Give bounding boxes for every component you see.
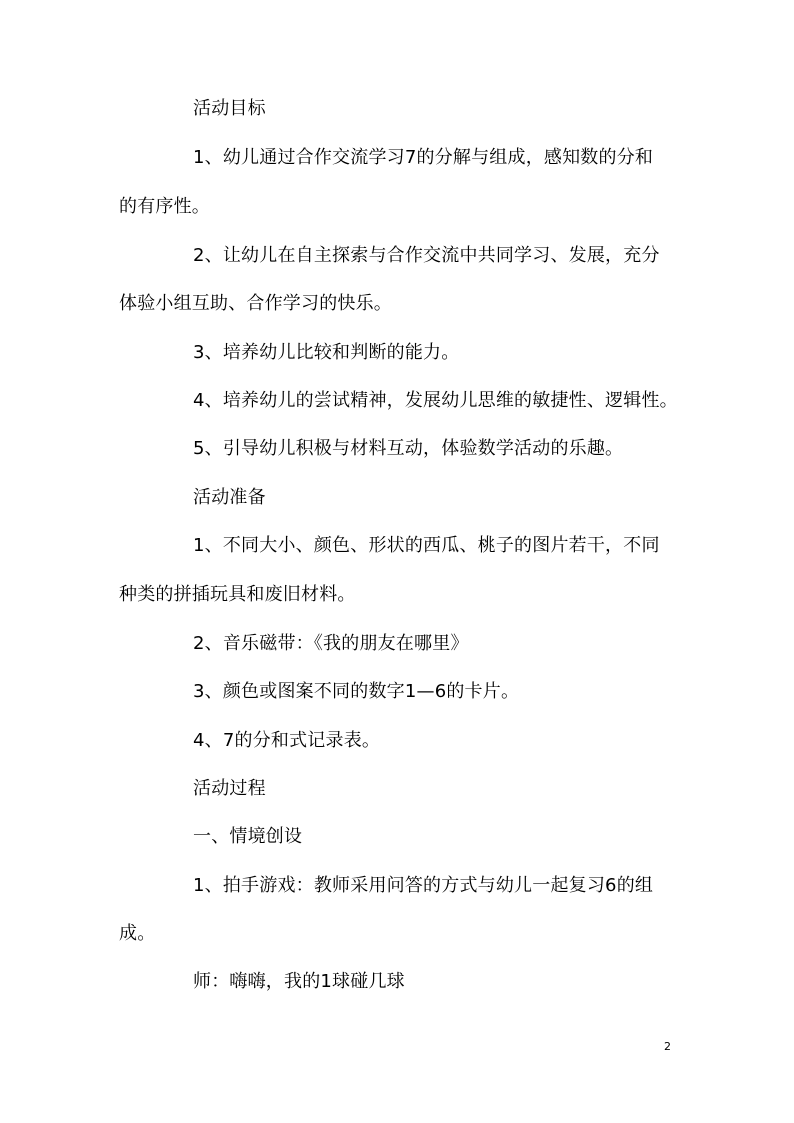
paragraph-line: 4、7的分和式记录表。 [193,730,381,751]
paragraph-line: 3、颜色或图案不同的数字1—6的卡片。 [193,681,520,702]
paragraph-line: 成。 [119,923,156,944]
paragraph-line: 2、音乐磁带：《我的朋友在哪里》 [193,633,469,654]
page-number: 2 [664,1040,671,1053]
paragraph-line: 体验小组互助、合作学习的快乐。 [119,293,392,314]
paragraph-line: 3、培养幼儿比较和判断的能力。 [193,342,460,363]
heading-activity-goals: 活动目标 [193,98,266,119]
paragraph-line: 1、幼儿通过合作交流学习7的分解与组成，感知数的分和 [193,147,654,168]
paragraph-line: 2、让幼儿在自主探索与合作交流中共同学习、发展，充分 [193,245,660,266]
subheading-scenario: 一、情境创设 [193,826,303,847]
paragraph-line: 1、拍手游戏：教师采用问答的方式与幼儿一起复习6的组 [193,875,654,896]
paragraph-line: 4、培养幼儿的尝试精神，发展幼儿思维的敏捷性、逻辑性。 [193,390,678,411]
paragraph-line: 的有序性。 [119,196,210,217]
heading-activity-preparation: 活动准备 [193,487,266,508]
paragraph-line: 师：嗨嗨，我的1球碰几球 [193,971,405,992]
paragraph-line: 1、不同大小、颜色、形状的西瓜、桃子的图片若干，不同 [193,535,660,556]
paragraph-line: 5、引导幼儿积极与材料互动，体验数学活动的乐趣。 [193,438,624,459]
paragraph-line: 种类的拼插玩具和废旧材料。 [119,584,356,605]
heading-activity-process: 活动过程 [193,778,266,799]
